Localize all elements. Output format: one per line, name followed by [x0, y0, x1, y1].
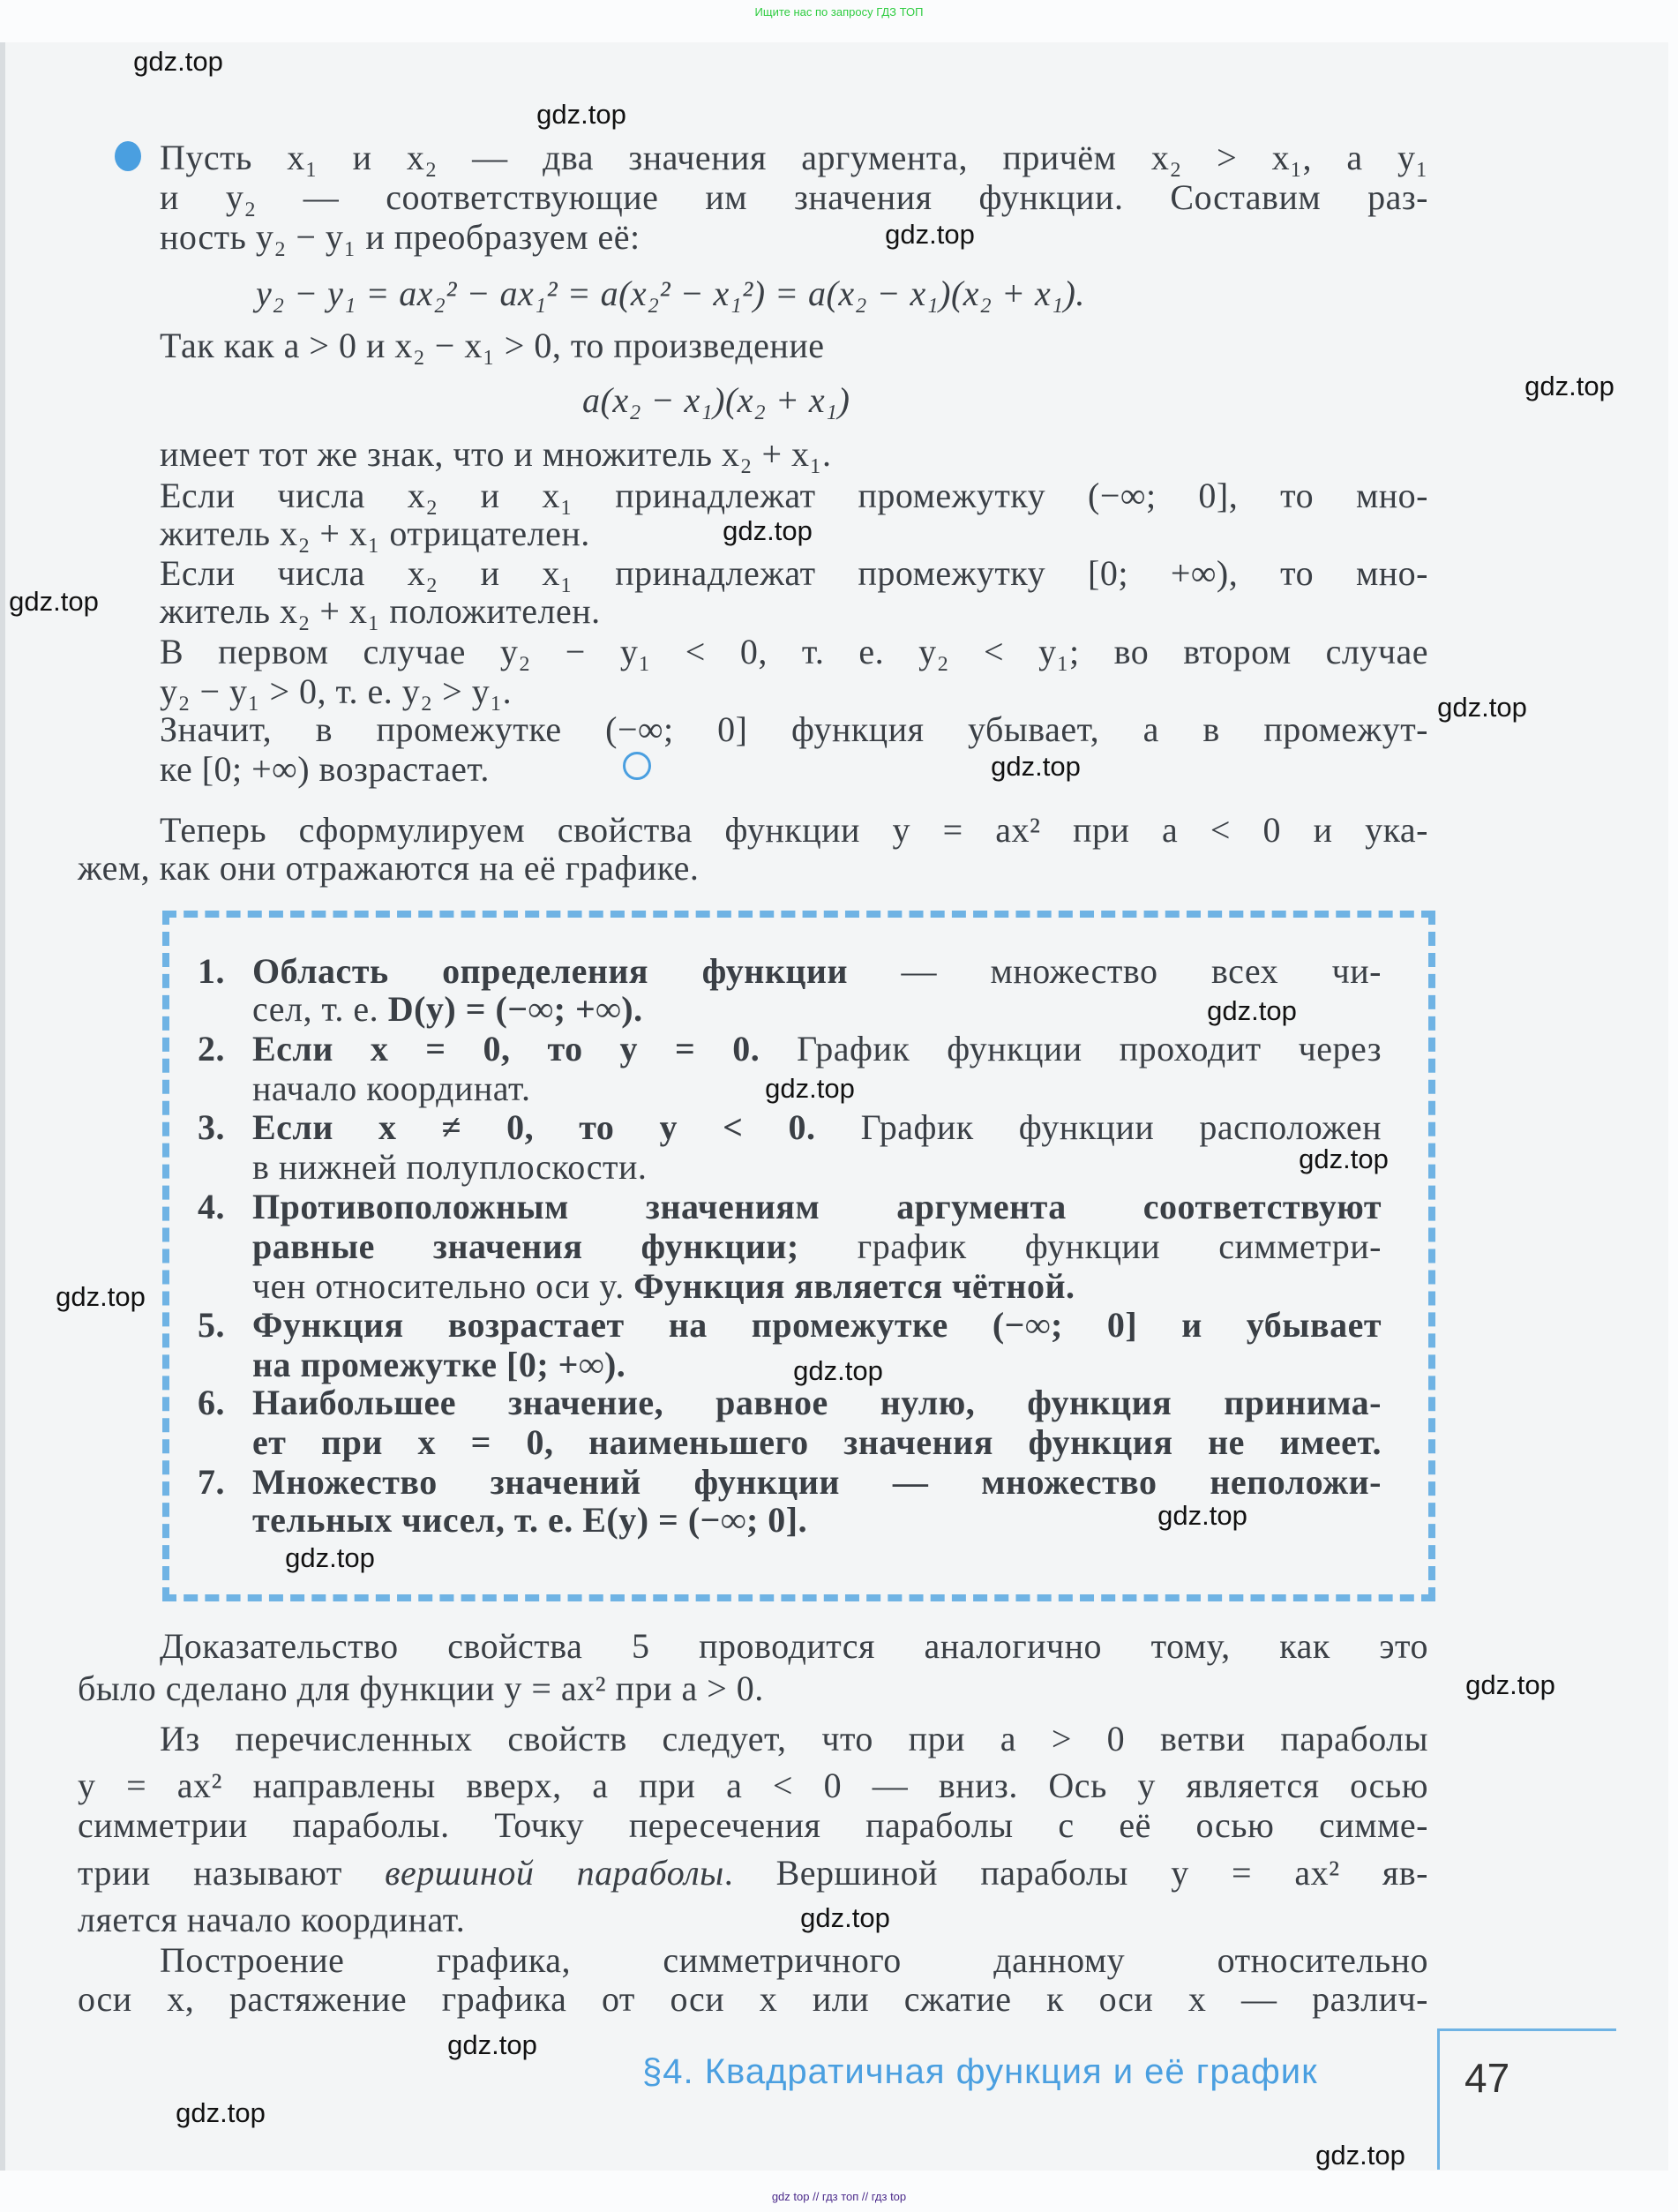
- watermark: gdz.top: [1157, 1500, 1247, 1531]
- formula-line: [582, 378, 850, 424]
- text-segment: Если x = 0, то y = 0.: [252, 1029, 760, 1069]
- text-segment: Так как a > 0 и x₂ − x₁ > 0, то произведение: [160, 326, 825, 365]
- text-line: [160, 431, 1428, 477]
- watermark: gdz.top: [885, 219, 975, 250]
- item-number: 1.: [198, 951, 225, 991]
- watermark: gdz.top: [176, 2097, 266, 2128]
- text-segment: ность y₂ − y₁ и преобразуем её:: [160, 217, 640, 257]
- formula-line: [256, 271, 1085, 317]
- watermark: gdz.top: [1315, 2140, 1405, 2171]
- watermark: gdz.top: [1299, 1143, 1389, 1174]
- text-line: [78, 1666, 1428, 1712]
- watermark: gdz.top: [133, 46, 223, 77]
- text-segment: a(x₂ − x₁)(x₂ + x₁): [582, 380, 850, 420]
- top-banner-note: Ищите нас по запросу ГДЗ ТОП: [754, 5, 924, 19]
- text-line: [160, 323, 1428, 369]
- text-segment: Теперь сформулируем свойства функции y = ax² при a < 0 и ука-: [160, 810, 1428, 850]
- text-line: [160, 589, 1428, 634]
- text-segment: Функция возрастает на промежутке (−∞; 0] и убывает: [252, 1305, 1382, 1345]
- text-segment: D(y) = (−∞; +∞).: [387, 989, 643, 1029]
- text-segment: Пусть x₁ и x₂ — два значения аргумента, причём x₂ > x₁, а y₁: [160, 138, 1428, 177]
- page-number-rule: [1437, 2028, 1616, 2031]
- text-line: [78, 1897, 1428, 1943]
- text-segment: чен относительно оси y.: [252, 1266, 634, 1306]
- text-segment: Область определения функции: [252, 951, 849, 991]
- text-line: [160, 1716, 1428, 1762]
- text-line: [78, 1976, 1428, 2022]
- text-line: [160, 1623, 1428, 1669]
- text-segment: Из перечисленных свойств следует, что при a > 0 ветви параболы: [160, 1719, 1428, 1758]
- text-segment: жем, как они отражаются на её графике.: [78, 848, 700, 888]
- text-segment: Наибольшее значение, равное нулю, функция принима-: [252, 1383, 1382, 1422]
- watermark: gdz.top: [1207, 995, 1297, 1026]
- text-segment: Множество значений функции — множество неположи-: [252, 1462, 1382, 1502]
- watermark: gdz.top: [447, 2029, 537, 2060]
- text-segment: ке [0; +∞) возрастает.: [160, 749, 490, 789]
- item-number: 7.: [198, 1462, 225, 1502]
- text-segment: и y₂ — соответствующие им значения функции. Составим раз-: [160, 177, 1428, 217]
- text-segment: было сделано для функции y = ax² при a > 0.: [78, 1668, 764, 1708]
- text-segment: Если x ≠ 0, то y < 0.: [252, 1107, 816, 1147]
- text-line: [160, 746, 1428, 792]
- watermark: gdz.top: [1465, 1669, 1555, 1700]
- text-segment: График функции проходит через: [760, 1029, 1382, 1069]
- watermark: gdz.top: [1437, 692, 1527, 723]
- text-segment: тельных чисел, т. е. E(y) = (−∞; 0].: [252, 1500, 808, 1540]
- text-segment: — множество всех чи-: [848, 951, 1382, 991]
- item-number: 5.: [198, 1305, 225, 1345]
- text-segment: Доказательство свойства 5 проводится аналогично тому, как это: [160, 1626, 1428, 1666]
- watermark: gdz.top: [56, 1281, 146, 1312]
- watermark: gdz.top: [536, 99, 626, 130]
- item-number: 4.: [198, 1187, 225, 1226]
- text-segment: ляется начало координат.: [78, 1900, 466, 1939]
- watermark: gdz.top: [800, 1902, 890, 1933]
- text-line: [160, 214, 1428, 260]
- section-title: §4. Квадратичная функция и её график: [642, 2052, 1318, 2091]
- text-segment: В первом случае y₂ − y₁ < 0, т. е. y₂ < y₁; во втором случае: [160, 632, 1428, 671]
- text-segment: y₂ − y₁ > 0, т. е. y₂ > y₁.: [160, 671, 513, 711]
- text-segment: График функции расположен: [815, 1107, 1382, 1147]
- watermark: gdz.top: [991, 751, 1081, 782]
- watermark: gdz.top: [9, 586, 99, 617]
- text-segment: трии называют: [78, 1853, 386, 1893]
- text-segment: равные значения функции;: [252, 1226, 799, 1266]
- text-segment: житель x₂ + x₁ положителен.: [160, 591, 601, 631]
- text-segment: на промежутке [0; +∞).: [252, 1345, 626, 1384]
- text-segment: Если числа x₂ и x₁ принадлежат промежутку [0; +∞), то мно-: [160, 553, 1428, 593]
- text-segment: вершиной параболы: [385, 1853, 724, 1893]
- text-segment: оси x, растяжение графика от оси x или сжатие к оси x — различ-: [78, 1979, 1429, 2019]
- text-segment: y = ax² направлены вверх, а при a < 0 — вниз. Ось y является осью: [78, 1766, 1428, 1805]
- text-segment: симметрии параболы. Точку пересечения параболы с её осью симме-: [78, 1805, 1428, 1845]
- text-segment: Если числа x₂ и x₁ принадлежат промежутку (−∞; 0], то мно-: [160, 476, 1428, 515]
- item-number: 2.: [198, 1029, 225, 1069]
- watermark: gdz.top: [765, 1073, 855, 1104]
- page-number-divider: [1437, 2028, 1440, 2170]
- watermark: gdz.top: [285, 1542, 375, 1573]
- section-start-marker-icon: [115, 141, 141, 171]
- text-segment: Функция является чётной.: [633, 1266, 1075, 1306]
- text-segment: в нижней полуплоскости.: [252, 1147, 648, 1187]
- text-segment: сел, т. е.: [252, 989, 388, 1029]
- text-segment: начало координат.: [252, 1069, 531, 1108]
- text-segment: житель x₂ + x₁ отрицателен.: [160, 514, 590, 553]
- text-segment: Построение графика, симметричного данному относительно: [160, 1940, 1428, 1980]
- text-segment: ет при x = 0, наименьшего значения функция не имеет.: [252, 1422, 1382, 1462]
- bottom-banner-note: gdz top // гдз топ // гдз top: [771, 2190, 907, 2203]
- item-number: 3.: [198, 1107, 225, 1147]
- watermark: gdz.top: [723, 515, 813, 546]
- watermark: gdz.top: [793, 1355, 883, 1386]
- text-segment: график функции симметри-: [798, 1226, 1382, 1266]
- watermark: gdz.top: [1524, 371, 1614, 401]
- text-line: [78, 1850, 1428, 1896]
- text-line: [78, 845, 1428, 891]
- text-segment: y₂ − y₁ = ax₂² − ax₁² = a(x₂² − x₁²) = a(x₂ − x₁)(x₂ + x₁).: [256, 274, 1085, 313]
- page-number: 47: [1465, 2055, 1510, 2101]
- text-segment: Противоположным значениям аргумента соответствуют: [252, 1187, 1382, 1226]
- item-number: 6.: [198, 1383, 225, 1422]
- text-segment: имеет тот же знак, что и множитель x₂ + x₁.: [160, 434, 832, 474]
- text-line: [78, 1803, 1428, 1848]
- text-segment: Значит, в промежутке (−∞; 0] функция убывает, а в промежут-: [160, 709, 1428, 749]
- text-segment: . Вершиной параболы y = ax² яв-: [723, 1853, 1429, 1893]
